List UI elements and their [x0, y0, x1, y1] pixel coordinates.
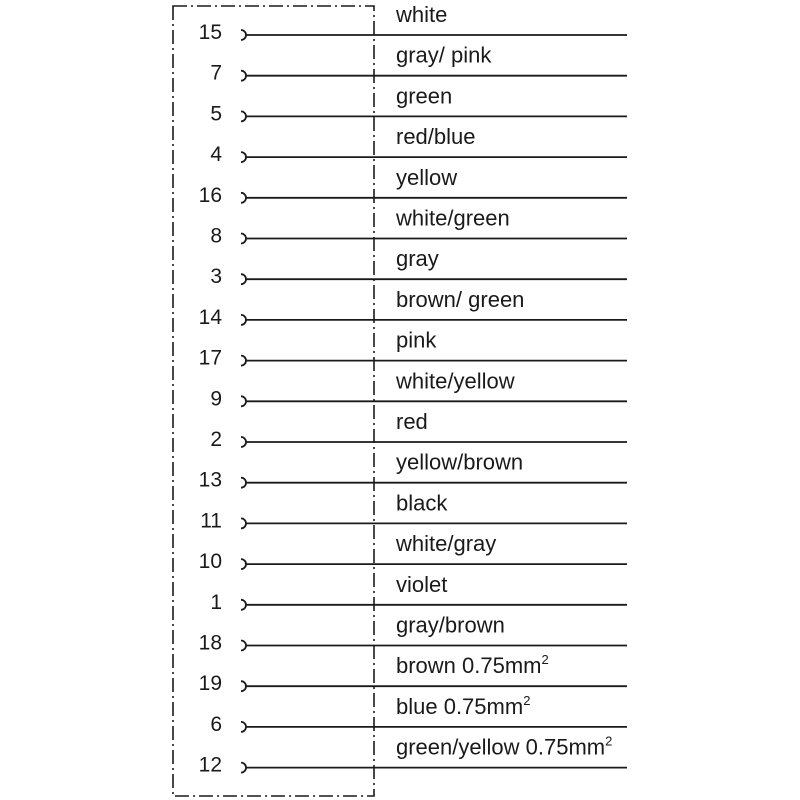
socket-contact-icon [241, 30, 246, 40]
pin-row [210, 693, 627, 736]
pin-row [210, 572, 627, 614]
wire-color-label: white/yellow [396, 368, 515, 394]
pin-number: 10 [198, 550, 222, 574]
wire-color-label: gray [396, 246, 439, 272]
socket-contact-icon [241, 193, 246, 203]
wire-color-label: black [396, 490, 448, 516]
socket-contact-icon [241, 111, 246, 121]
pin-row [210, 43, 627, 85]
wire-color-label: white/green [396, 205, 510, 231]
pin-row [199, 652, 627, 695]
wire-color-label: white [396, 2, 448, 27]
pin-number: 15 [198, 21, 222, 44]
socket-contact-icon [241, 274, 246, 284]
superscript: 2 [523, 692, 531, 708]
socket-contact-icon [241, 396, 246, 406]
wire-color-label: green [396, 83, 453, 109]
socket-contact-icon [241, 437, 246, 447]
pin-number: 8 [210, 224, 222, 248]
pin-number: 9 [210, 387, 222, 411]
pin-row [210, 83, 627, 125]
superscript: 2 [541, 652, 549, 668]
pin-number: 1 [210, 590, 222, 614]
pin-number: 19 [198, 672, 222, 696]
pin-number: 18 [198, 631, 222, 655]
pin-number: 12 [198, 753, 222, 777]
pin-number: 14 [198, 305, 222, 329]
socket-contact-icon [241, 559, 246, 569]
socket-contact-icon [241, 681, 246, 691]
socket-contact-icon [241, 641, 246, 651]
pin-row [199, 328, 627, 370]
pin-row [199, 734, 627, 777]
wire-color-label: blue $0.75mm^2$ [396, 692, 531, 719]
pin-number: 17 [198, 346, 222, 370]
socket-contact-icon [241, 518, 246, 528]
pin-row [199, 2, 627, 44]
pin-row [210, 368, 627, 410]
pin-row [199, 287, 627, 329]
pin-number: 5 [210, 102, 222, 126]
wire-color-label: pink [396, 327, 437, 353]
wire-color-label: gray/brown [396, 612, 505, 638]
pin-row [199, 531, 627, 573]
superscript: 2 [605, 733, 613, 749]
pin-number: 16 [198, 183, 222, 207]
pin-number: 4 [210, 143, 222, 167]
pin-row [199, 613, 627, 655]
wire-color-label: brown $0.75mm^2$ [396, 652, 549, 679]
pin-number: 3 [210, 265, 222, 289]
pin-row [210, 124, 627, 166]
wire-color-label: red/blue [396, 124, 476, 150]
socket-contact-icon [241, 763, 246, 773]
pin-number: 7 [210, 61, 222, 85]
socket-contact-icon [241, 71, 246, 81]
wire-color-label: red [396, 409, 428, 434]
pin-number: 6 [210, 712, 222, 736]
pin-row [200, 490, 627, 532]
wire-color-label: gray/ pink [396, 42, 492, 68]
socket-contact-icon [241, 722, 246, 732]
pin-number: 11 [200, 509, 222, 533]
pin-row [210, 246, 627, 288]
wire-color-label: yellow/brown [396, 449, 524, 475]
wire-color-label: yellow [396, 164, 458, 190]
socket-contact-icon [241, 356, 246, 366]
pin-row [199, 450, 627, 492]
socket-contact-icon [241, 315, 246, 325]
socket-contact-icon [241, 234, 246, 244]
pin-row [210, 206, 627, 248]
wire-color-label: white/gray [396, 531, 497, 557]
wire-color-label: violet [396, 571, 448, 597]
wire-color-label: green/yellow $0.75mm^2$ [396, 733, 613, 760]
pin-row [210, 409, 627, 451]
socket-contact-icon [241, 152, 246, 162]
socket-contact-icon [241, 478, 246, 488]
pin-number: 13 [198, 468, 222, 492]
socket-contact-icon [241, 600, 246, 610]
wire-color-label: brown/ green [396, 286, 525, 312]
pin-number: 2 [210, 428, 222, 451]
pin-row [199, 165, 627, 207]
